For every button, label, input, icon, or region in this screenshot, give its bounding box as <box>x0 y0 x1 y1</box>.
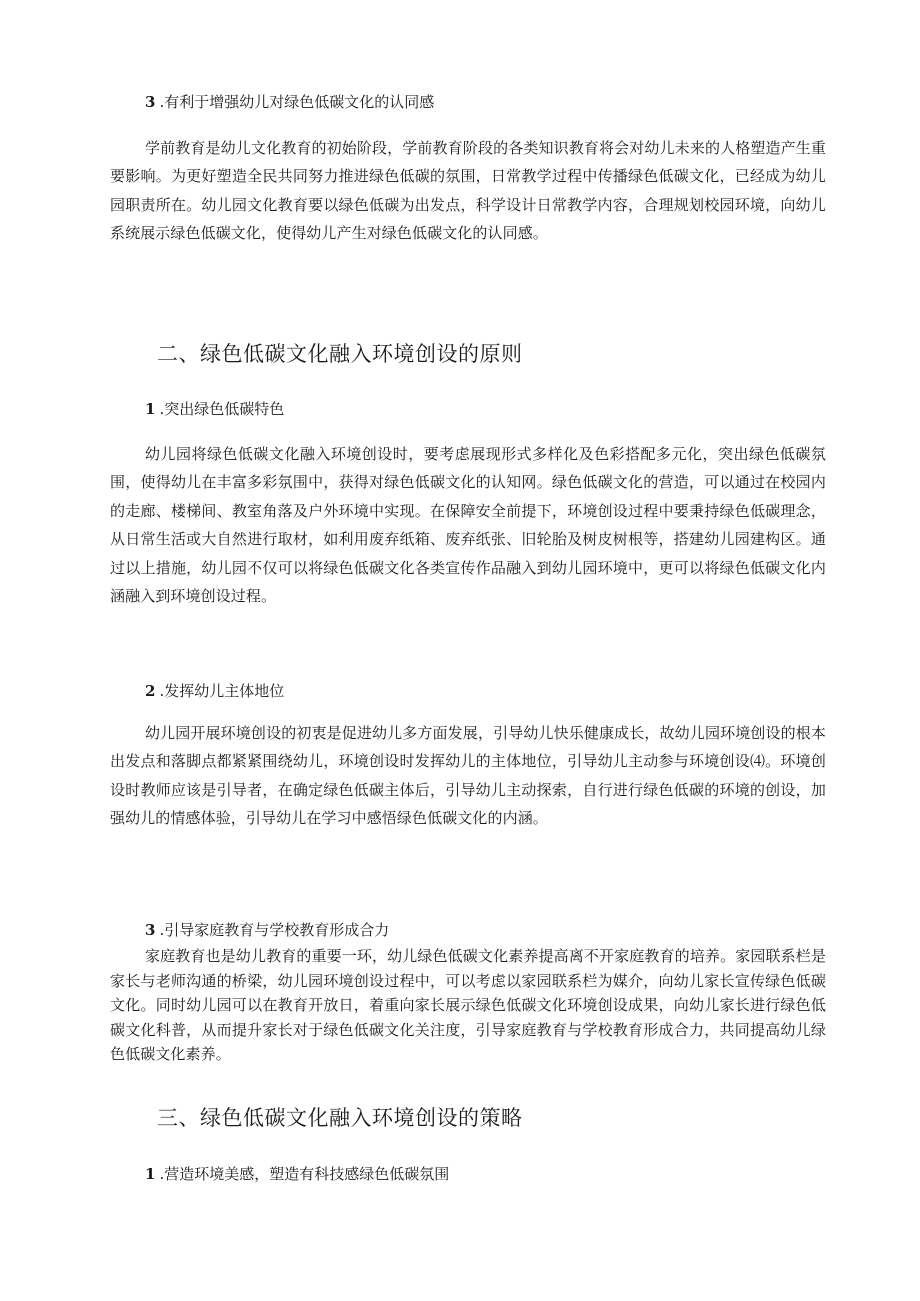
subheading-number: 3 <box>145 93 156 111</box>
subheading-number: 1 <box>145 1165 156 1183</box>
paragraph-preschool-education: 学前教育是幼儿文化教育的初始阶段，学前教育阶段的各类知识教育将会对幼儿未来的人格塑造产生重要影响。为更好塑造全民共同努力推进绿色低碳的氛围，日常教学过程中传播绿色低碳文化，已经成为幼儿园职责所在。幼儿园文化教育要以绿色低碳为出发点，科学设计日常教学内容，合理规划校园环境，向幼儿系统展示绿色低碳文化，使得幼儿产生对绿色低碳文化的认同感。 <box>110 139 826 243</box>
subheading-tech-atmosphere <box>145 1164 845 1184</box>
subheading-child-role <box>145 681 845 701</box>
subheading-number: 1 <box>145 400 156 418</box>
subheading-number: 2 <box>145 682 156 700</box>
subheading-title: .有利于增强幼儿对绿色低碳文化的认同感 <box>159 93 435 111</box>
subheading-title: .突出绿色低碳特色 <box>159 400 285 418</box>
subheading-highlight-features <box>145 399 845 419</box>
section-heading-strategies: 三、绿色低碳文化融入环境创设的策略 <box>157 1106 523 1130</box>
subheading-title: .引导家庭教育与学校教育形成合力 <box>159 921 390 939</box>
section-heading-principles: 二、绿色低碳文化融入环境创设的原则 <box>157 342 523 366</box>
subheading-identity <box>145 92 845 112</box>
paragraph-green-features: 幼儿园将绿色低碳文化融入环境创设时，要考虑展现形式多样化及色彩搭配多元化，突出绿色低碳氛围，使得幼儿在丰富多彩氛围中，获得对绿色低碳文化的认知网。绿色低碳文化的营造，可以通过在校园内的走廊、楼梯间、教室角落及户外环境中实现。在保障安全前提下，环境创设过程中要秉持绿色低碳理念，从日常生活或大自然进行取材，如利用废弃纸箱、废弃纸张、旧轮胎及树皮树根等，搭建幼儿园建构区。通过以上措施，幼儿园不仅可以将绿色低碳文化各类宣传作品融入到幼儿园环境中，更可以将绿色低碳文化内涵融入到环境创设过程。 <box>110 445 826 606</box>
subheading-title: .营造环境美感，塑造有科技感绿色低碳氛围 <box>159 1165 450 1183</box>
subheading-number: 3 <box>145 921 156 939</box>
subheading-title: .发挥幼儿主体地位 <box>159 682 285 700</box>
paragraph-child-role: 幼儿园开展环境创设的初衷是促进幼儿多方面发展，引导幼儿快乐健康成长，故幼儿园环境创设的根本出发点和落脚点都紧紧围绕幼儿，环境创设时发挥幼儿的主体地位，引导幼儿主动参与环境创设⑷。环境创设时教师应该是引导者，在确定绿色低碳主体后，引导幼儿主动探索，自行进行绿色低碳的环境的创设，加强幼儿的情感体验，引导幼儿在学习中感悟绿色低碳文化的内涵。 <box>110 724 826 828</box>
paragraph-family-school: 家庭教育也是幼儿教育的重要一环，幼儿绿色低碳文化素养提高离不开家庭教育的培养。家园联系栏是家长与老师沟通的桥梁，幼儿园环境创设过程中，可以考虑以家园联系栏为媒介，向幼儿家长宣传绿色低碳文化。同时幼儿园可以在教育开放日，着重向家长展示绿色低碳文化环境创设成果，向幼儿家长进行绿色低碳文化科普，从而提升家长对于绿色低碳文化关注度，引导家庭教育与学校教育形成合力，共同提高幼儿绿色低碳文化素养。 <box>110 947 826 1064</box>
subheading-family-school <box>145 920 845 940</box>
